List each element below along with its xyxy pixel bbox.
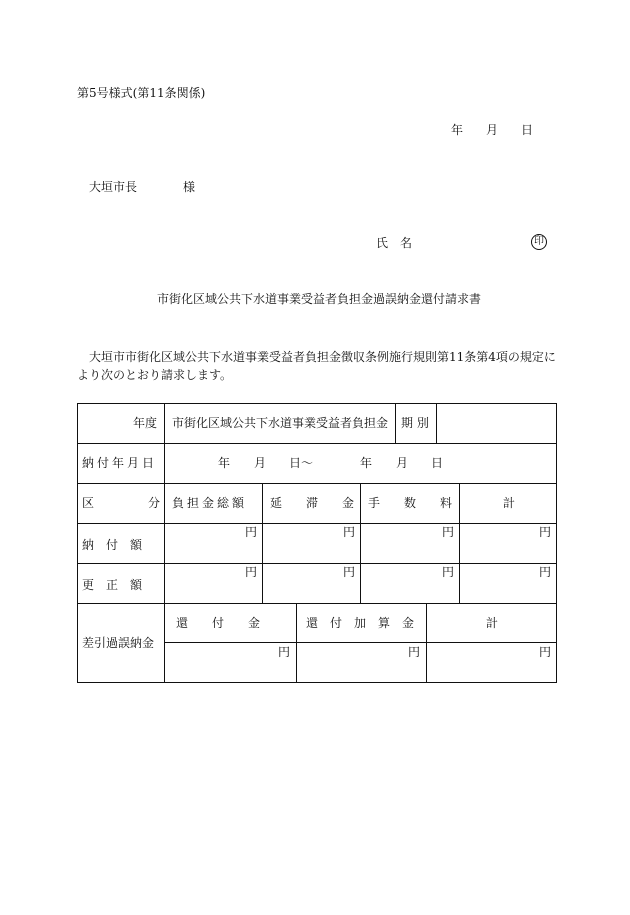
header-sum: 計 xyxy=(503,496,516,510)
body-paragraph: 大垣市市街化区域公共下水道事業受益者負担金徴収条例施行規則第11条第4項の規定により次のとおり請求します。 xyxy=(77,350,556,382)
label-year: 年度 xyxy=(133,416,158,430)
header-refund: 還 付 金 xyxy=(176,616,261,630)
date-day: 日 xyxy=(521,123,534,137)
value-charge-name: 市街化区域公共下水道事業受益者負担金 xyxy=(172,416,389,430)
addressee-name: 大垣市長 xyxy=(89,180,138,194)
unit-refund-3: 円 xyxy=(539,645,552,659)
unit-corrected-1: 円 xyxy=(245,565,258,579)
period-year-1: 年 xyxy=(218,456,231,470)
addressee-honorific: 様 xyxy=(183,180,196,194)
header-delinquency: 延 滞 金 xyxy=(270,496,355,510)
date-month: 月 xyxy=(486,123,499,137)
unit-corrected-4: 円 xyxy=(539,565,552,579)
period-day-2: 日 xyxy=(431,456,444,470)
unit-paid-3: 円 xyxy=(442,525,455,539)
period-day-from: 日〜 xyxy=(289,456,314,470)
unit-refund-2: 円 xyxy=(408,645,421,659)
period-month-1: 月 xyxy=(254,456,267,470)
label-payment-date: 納付年月日 xyxy=(82,456,158,470)
form-number: 第5号様式(第11条関係) xyxy=(77,86,206,100)
label-refund-balance: 差引過誤納金 xyxy=(82,636,155,650)
unit-refund-1: 円 xyxy=(278,645,291,659)
seal-icon: 印 xyxy=(531,234,547,250)
period-year-2: 年 xyxy=(360,456,373,470)
header-refund-sum: 計 xyxy=(486,616,499,630)
label-period: 期 別 xyxy=(401,416,429,430)
period-month-2: 月 xyxy=(396,456,409,470)
header-category-right: 分 xyxy=(148,496,161,510)
date-year: 年 xyxy=(451,123,464,137)
header-fees: 手 数 料 xyxy=(368,496,453,510)
header-refund-addition: 還 付 加 算 金 xyxy=(306,616,415,630)
header-total-burden: 負担金総額 xyxy=(172,496,248,510)
label-paid-amount: 納 付 額 xyxy=(82,538,143,552)
unit-corrected-3: 円 xyxy=(442,565,455,579)
unit-corrected-2: 円 xyxy=(343,565,356,579)
unit-paid-2: 円 xyxy=(343,525,356,539)
unit-paid-1: 円 xyxy=(245,525,258,539)
unit-paid-4: 円 xyxy=(539,525,552,539)
label-corrected-amount: 更 正 額 xyxy=(82,578,143,592)
document-title: 市街化区域公共下水道事業受益者負担金過誤納金還付請求書 xyxy=(157,292,482,306)
header-category-left: 区 xyxy=(82,496,95,510)
applicant-name-label: 氏 名 xyxy=(376,236,413,250)
